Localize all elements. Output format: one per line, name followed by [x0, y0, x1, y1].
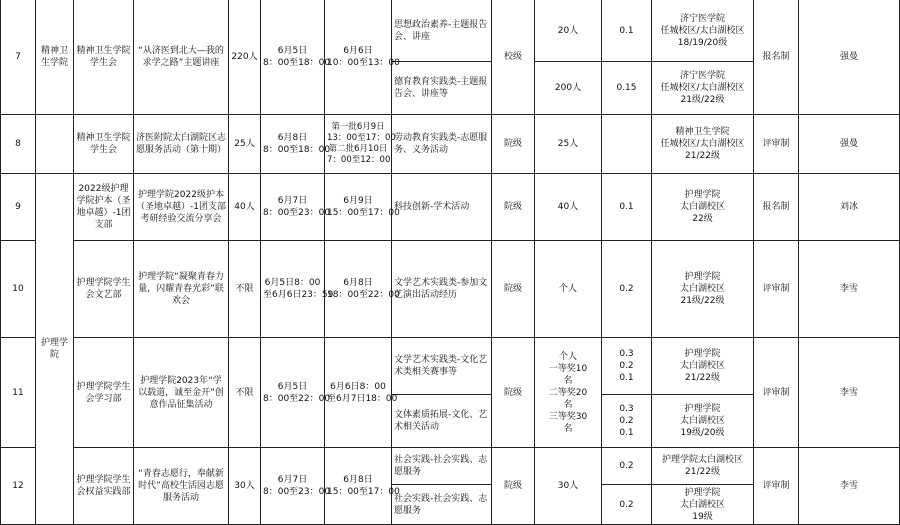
- cell-activity: 济医附院太白湖院区志愿服务活动（第十期）: [134, 115, 229, 174]
- table-row: [1, 115, 900, 174]
- cell-held-time: 第一批6月9日 13：00至17：00 第二批6月10日 7：00至12：00: [325, 115, 392, 174]
- cell-college: 护理学院: [36, 174, 74, 525]
- cell-signup-time: 6月5日8：00 至6月6日23：59: [261, 241, 325, 338]
- cell-held-time: 6月9日 15：00至17：00: [325, 174, 392, 241]
- table-row: [1, 174, 900, 241]
- cell-held-time: 6月6日8：00 至6月7日18：00: [325, 338, 392, 448]
- cell-scope: 精神卫生学院 任城校区/太白湖校区 21/22级: [652, 115, 754, 174]
- cell-level: 院级: [492, 241, 535, 338]
- cell-type: 文学艺术实践类-参加文艺演出活动经历: [392, 241, 492, 338]
- cell-organizer: 护理学院学生会权益实践部: [74, 448, 134, 525]
- cell-contact: 李雪: [799, 241, 900, 338]
- table-row: [1, 241, 900, 338]
- cell-quota: 20人: [535, 0, 602, 62]
- cell-method: 评审制: [754, 241, 799, 338]
- cell-activity: “从济医到北大—我的求学之路”主题讲座: [134, 0, 229, 115]
- cell-credit: 0.3 0.2 0.1: [602, 395, 652, 448]
- cell-signup-time: 6月8日 8：00至18：00: [261, 115, 325, 174]
- cell-method: 评审制: [754, 338, 799, 448]
- cell-level: 院级: [492, 448, 535, 525]
- cell-organizer: 护理学院学生会学习部: [74, 338, 134, 448]
- cell-size: 不限: [229, 338, 261, 448]
- cell-scope: 护理学院太白湖校区 21/22级: [652, 448, 754, 485]
- cell-quota: 25人: [535, 115, 602, 174]
- cell-no: 8: [1, 115, 36, 174]
- cell-credit: 0.15: [602, 62, 652, 115]
- cell-size: 不限: [229, 241, 261, 338]
- cell-signup-time: 6月7日 8：00至23：00: [261, 174, 325, 241]
- cell-signup-time: 6月7日 8：00至23：00: [261, 448, 325, 525]
- cell-scope: 济宁医学院 任城校区/太白湖校区 18/19/20级: [652, 0, 754, 62]
- cell-method: 评审制: [754, 115, 799, 174]
- cell-contact: 强曼: [799, 115, 900, 174]
- cell-no: 9: [1, 174, 36, 241]
- cell-size: 220人: [229, 0, 261, 115]
- cell-held-time: 6月8日 15：00至17：00: [325, 448, 392, 525]
- cell-signup-time: 6月5日 8：00至18：00: [261, 0, 325, 115]
- cell-organizer: 精神卫生学院学生会: [74, 115, 134, 174]
- cell-activity: 护理学院“凝聚青春力量，闪耀青春光彩”联欢会: [134, 241, 229, 338]
- cell-held-time: 6月8日 18：00至22：00: [325, 241, 392, 338]
- cell-contact: 强曼: [799, 0, 900, 115]
- cell-method: 报名制: [754, 174, 799, 241]
- cell-type: 科技创新-学术活动: [392, 174, 492, 241]
- cell-college-blank: [36, 115, 74, 174]
- cell-credit: 0.2: [602, 485, 652, 525]
- table-row: [1, 0, 900, 62]
- cell-activity: “青春志愿行，奉献新时代”高校生活园志愿服务活动: [134, 448, 229, 525]
- cell-level: 院级: [492, 115, 535, 174]
- cell-type: 文学艺术实践类-文化艺术类相关赛事等: [392, 338, 492, 395]
- cell-method: 报名制: [754, 0, 799, 115]
- cell-type: 社会实践-社会实践、志愿服务: [392, 485, 492, 525]
- cell-contact: 李雪: [799, 338, 900, 448]
- cell-scope: 护理学院 太白湖校区 21/22级: [652, 338, 754, 395]
- cell-signup-time: 6月5日 8：00至22：00: [261, 338, 325, 448]
- cell-scope: 护理学院 太白湖校区 21级/22级: [652, 241, 754, 338]
- cell-method: 评审制: [754, 448, 799, 525]
- cell-scope: 济宁医学院 任城校区/太白湖校区 21级/22级: [652, 62, 754, 115]
- cell-organizer: 护理学院学生会文艺部: [74, 241, 134, 338]
- cell-contact: 李雪: [799, 448, 900, 525]
- cell-contact: 刘冰: [799, 174, 900, 241]
- cell-activity: 护理学院2022级护本（圣地卓越）-1团支部考研经验交流分享会: [134, 174, 229, 241]
- cell-quota: 个人 一等奖10 名 二等奖20 名 三等奖30 名: [535, 338, 602, 448]
- cell-credit: 0.1: [602, 174, 652, 241]
- cell-credit: 0.2: [602, 241, 652, 338]
- cell-activity: 护理学院2023年“学以载道，诚至金开”创意作品征集活动: [134, 338, 229, 448]
- cell-level: 院级: [492, 174, 535, 241]
- cell-level: 校级: [492, 0, 535, 115]
- cell-size: 40人: [229, 174, 261, 241]
- cell-scope: 护理学院 太白湖校区 19级/20级: [652, 395, 754, 448]
- cell-held-time: 6月6日 10：00至13：00: [325, 0, 392, 115]
- cell-type: 社会实践-社会实践、志愿服务: [392, 448, 492, 485]
- cell-no: 7: [1, 0, 36, 115]
- cell-scope: 护理学院 太白湖校区 19级: [652, 485, 754, 525]
- cell-credit: 0.1: [602, 0, 652, 62]
- cell-quota: 个人: [535, 241, 602, 338]
- cell-no: 12: [1, 448, 36, 525]
- cell-credit-blank: [602, 115, 652, 174]
- cell-organizer: 精神卫生学院学生会: [74, 0, 134, 115]
- cell-quota: 200人: [535, 62, 602, 115]
- cell-college: 精神卫生学院: [36, 0, 74, 115]
- cell-credit: 0.3 0.2 0.1: [602, 338, 652, 395]
- cell-scope: 护理学院 太白湖校区 22级: [652, 174, 754, 241]
- cell-quota: 40人: [535, 174, 602, 241]
- cell-quota: 30人: [535, 448, 602, 525]
- table-row: [1, 448, 900, 485]
- table-row: [1, 338, 900, 395]
- cell-organizer: 2022级护理学院护本（圣地卓越）-1团支部: [74, 174, 134, 241]
- cell-no: 11: [1, 338, 36, 448]
- cell-credit: 0.2: [602, 448, 652, 485]
- cell-type: 思想政治素养-主题报告会、讲座: [392, 0, 492, 62]
- cell-size: 30人: [229, 448, 261, 525]
- cell-size: 25人: [229, 115, 261, 174]
- cell-type: 德育教育实践类-主题报告会、讲座等: [392, 62, 492, 115]
- cell-no: 10: [1, 241, 36, 338]
- cell-type: 劳动教育实践类-志愿服务、义务活动: [392, 115, 492, 174]
- cell-type: 文体素质拓展-文化、艺术相关活动: [392, 395, 492, 448]
- cell-level: 院级: [492, 338, 535, 448]
